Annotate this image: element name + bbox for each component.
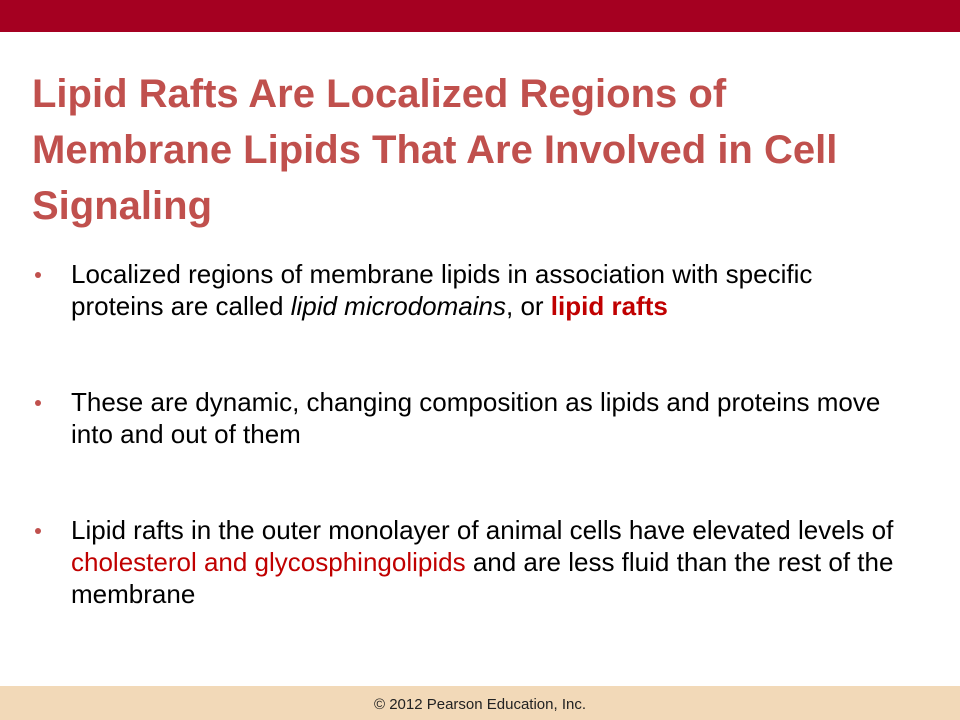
bullet-text: Localized regions of membrane lipids in association with specific proteins are called [71,259,813,321]
term-lipid-microdomains: lipid microdomains [290,291,506,321]
top-accent-bar [0,0,960,32]
bullet-text: These are dynamic, changing composition as lipids and proteins move into and out of them [71,387,881,449]
bullet-text: and are less fluid than the rest of the membrane [71,547,894,609]
bullet-list [0,258,960,610]
copyright-text: © 2012 Pearson Education, Inc. [373,696,587,713]
term-cholesterol-glycosphingolipids: cholesterol and glycosphingolipids [71,547,466,577]
bullet-item-outer-monolayer [0,514,960,610]
bullet-item-lipid-rafts-definition [0,258,960,322]
bullet-marker [35,528,41,534]
bullet-text: , or [506,291,551,321]
bullet-marker [35,400,41,406]
bullet-item-dynamic [0,386,960,450]
slide-title: Lipid Rafts Are Localized Regions of Membrane Lipids That Are Involved in Cell Signaling [32,72,838,228]
bullet-text: Lipid rafts in the outer monolayer of animal cells have elevated levels of [71,515,894,545]
term-lipid-rafts: lipid rafts [550,291,668,321]
bullet-marker [35,272,41,278]
